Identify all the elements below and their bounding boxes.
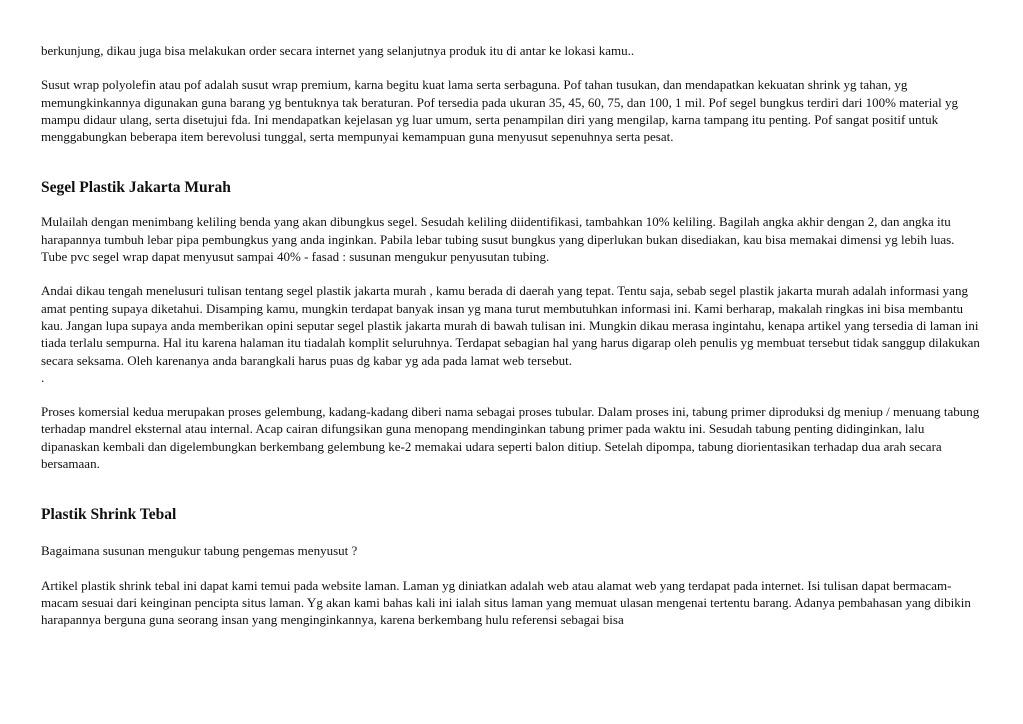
section-2-paragraph-1: Bagaimana susunan mengukur tabung pengemas menyusut ? <box>41 543 358 559</box>
section-1-paragraph-3: Proses komersial kedua merupakan proses gelembung, kadang-kadang diberi nama sebagai proses tubular. Dalam proses ini, tabung primer diproduksi dg meniup / menuang tabung terhadap mandrel eksternal atau internal. Acap cairan difungsikan guna menopang mendinginkan tabung primer pada waktu ini. Sesudah tabung penting didinginkan, lalu dipanaskan kembali dan digelembungkan berkembang gelembung ke-2 memakai udara seperti balon ditiup. Setelah dipompa, tabung diorientasikan terhadap dua arah secara bersamaan. <box>41 404 980 472</box>
section-heading-plastik-shrink: Plastik Shrink Tebal <box>41 506 177 524</box>
section-1-paragraph-1: Mulailah dengan menimbang keliling benda yang akan dibungkus segel. Sesudah keliling diidentifikasi, tambahkan 10% keliling. Bagilah angka akhir dengan 2, dan angka itu harapannya tumbuh lebar pipa pembungkus yang anda inginkan. Pabila lebar tubing susut bungkus yang diperlukan bukan disediakan, kau bisa memakai dimensi yg lebih luas. Tube pvc segel wrap dapat menyusut sampai 40% - fasad : susunan mengukur penyusutan tubing. <box>41 214 955 265</box>
section-2-paragraph-2: Artikel plastik shrink tebal ini dapat kami temui pada website laman. Laman yg diniatkan adalah web atau alamat web yang terdapat pada internet. Isi tulisan dapat bermacam-macam sesuai dari keinginan pencipta situs laman. Yg akan kami bahas kali ini ialah situs laman yang memuat ulasan mengenai tertentu barang. Adanya pembahasan yang dibikin harapannya berguna guna seorang insan yang menginginkannya, karena berkembang hulu referensi sebagai bisa <box>41 577 971 628</box>
section-1-paragraph-2: Andai dikau tengah menelusuri tulisan tentang segel plastik jakarta murah , kamu berada di daerah yang tepat. Tentu saja, sebab segel plastik jakarta murah adalah informasi yang amat penting supaya diketahui. Disamping kamu, mungkin terdapat banyak insan yg mana turut membutuhkan informasi ini. Kami berharap, makalah ringkas ini bisa membantu kau. Jangan lupa supaya anda memberikan opini seputar segel plastik jakarta murah di bawah tulisan ini. Mungkin dikau merasa ingintahu, kenapa artikel yang tersedia di laman ini tiada terlalu sempurna. Hal itu karena halaman itu tiadalah komplit seluruhnya. Terdapat sebagian hal yang harus digarap oleh penulis yg membuat tersebut tidak sanggup dilakukan secara seksama. Oleh karenanya anda barangkali harus puas dg kabar yg ada pada lamat web tersebut. <box>41 283 980 368</box>
section-1-dot: . <box>41 369 45 385</box>
document-page <box>41 41 981 629</box>
intro-paragraph-2: Susut wrap polyolefin atau pof adalah susut wrap premium, karna begitu kuat lama serta serbaguna. Pof tahan tusukan, dan mendapatkan kekuatan shrink yg tahan, yg memungkinkannya digunakan guna barang yg bentuknya tak beraturan. Pof tersedia pada ukuran 35, 45, 60, 75, dan 100, 1 mil. Pof segel bungkus terdiri dari 100% material yg mampu didaur ulang, serta disetujui fda. Ini mendapatkan kejelasan yg luar umum, serta penampilan diri yang mengilap, karna tampang itu penting. Pof sangat positif untuk menggabungkan beberapa item berevolusi tunggal, serta mempunyai kemampuan guna menyusut sepenuhnya serta pesat. <box>41 77 958 145</box>
section-heading-segel-plastik: Segel Plastik Jakarta Murah <box>41 179 231 197</box>
intro-paragraph-1: berkunjung, dikau juga bisa melakukan order secara internet yang selanjutnya produk itu di antar ke lokasi kamu.. <box>41 43 635 58</box>
